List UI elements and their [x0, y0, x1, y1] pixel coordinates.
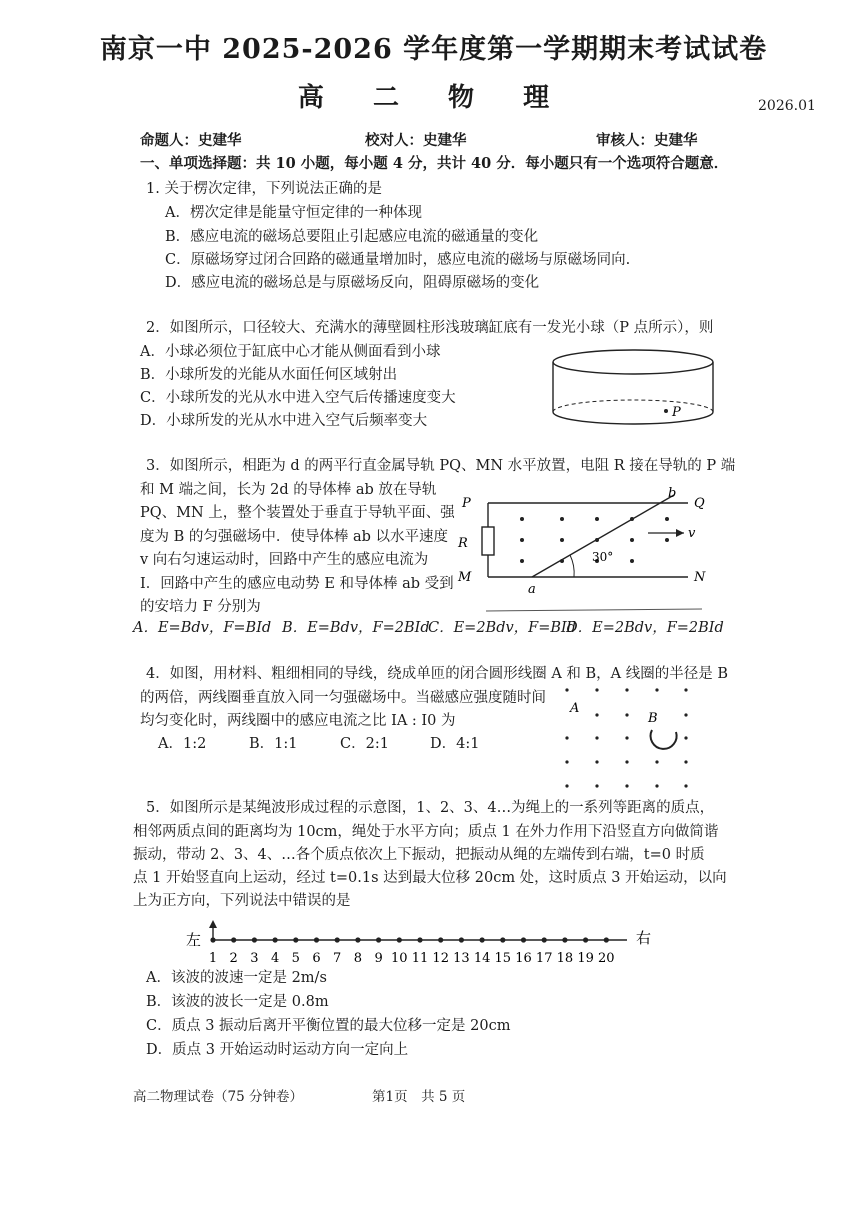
- q4-option-c: C．2:1: [340, 736, 389, 752]
- rope-particle: [376, 937, 381, 942]
- rope-particle-number: 20: [598, 951, 615, 966]
- rope-right-label: 右: [636, 929, 652, 947]
- rope-particle-number: 4: [270, 951, 280, 966]
- q4-option-b: B．1:1: [249, 736, 298, 752]
- label-n: N: [694, 570, 706, 585]
- rope-particle: [459, 937, 464, 942]
- q2-option-c: C．小球所发的光从水中进入空气后传播速度变大: [140, 390, 456, 406]
- label-p: P: [462, 496, 471, 511]
- rope-wave-figure: [180, 920, 660, 968]
- rope-particle: [604, 937, 609, 942]
- footer-exam-name: 高二物理试卷（75 分钟卷）: [133, 1089, 303, 1105]
- q5-line-5: 上为正方向，下列说法中错误的是: [133, 893, 351, 909]
- q3-line-6: I．回路中产生的感应电动势 E 和导体棒 ab 受到: [140, 576, 454, 592]
- q3-line-3: PQ、MN 上，整个装置处于垂直于导轨平面、强: [140, 505, 455, 521]
- rope-particle: [355, 937, 360, 942]
- q5-line-1: 5．如图所示是某绳波形成过程的示意图，1、2、3、4…为绳上的一系列等距离的质点，: [146, 800, 715, 816]
- coils-figure: [552, 680, 702, 798]
- rope-particle-number: 15: [494, 951, 512, 966]
- rope-particle-number: 12: [432, 951, 449, 966]
- q3-option-c: C．E=2Bdv，F=BId: [428, 620, 577, 636]
- q1-option-a: A．楞次定律是能量守恒定律的一种体现: [165, 205, 422, 221]
- q3-option-a: A．E=Bdv，F=BId: [133, 620, 272, 636]
- q4-line-2: 的两倍，两线圈垂直放入同一匀强磁场中。当磁感应强度随时间: [140, 690, 546, 706]
- exam-title: 南京一中 2025-2026 学年度第一学期期末考试试卷: [99, 34, 768, 65]
- rope-particle-number: 10: [391, 951, 408, 966]
- rope-particle: [252, 937, 257, 942]
- coil-a-label: A: [570, 701, 580, 716]
- subject-title: 高 二 物 理: [297, 83, 570, 113]
- q3-line-4: 度为 B 的匀强磁场中．使导体棒 ab 以水平速度: [140, 529, 449, 545]
- q2-option-d: D．小球所发的光从水中进入空气后频率变大: [140, 413, 428, 429]
- point-p-label: P: [672, 405, 681, 420]
- glass-cylinder-figure: [548, 346, 718, 436]
- rope-particle-number: 1: [208, 951, 218, 966]
- q2-option-b: B．小球所发的光能从水面任何区域射出: [140, 367, 398, 383]
- rope-particle-number: 6: [312, 951, 321, 966]
- q5-option-a: A．该波的波速一定是 2m/s: [146, 970, 327, 986]
- q5-option-d: D．质点 3 开始运动时运动方向一定向上: [146, 1042, 409, 1058]
- q5-option-b: B．该波的波长一定是 0.8m: [146, 994, 329, 1010]
- rope-particle-number: 19: [577, 951, 594, 966]
- rope-particle: [438, 937, 443, 942]
- q5-line-3: 振动，带动 2、3、4、…各个质点依次上下振动，把振动从绳的左端传到右端，t=0 时质: [133, 847, 705, 863]
- q4-line-3: 均匀变化时，两线圈中的感应电流之比 IA : I0 为: [140, 713, 456, 729]
- rope-particle: [542, 937, 547, 942]
- rope-particle: [500, 937, 505, 942]
- rope-particle: [335, 937, 340, 942]
- rope-particle-number: 9: [374, 951, 383, 966]
- q1-option-c: C．原磁场穿过闭合回路的磁通量增加时，感应电流的磁场与原磁场同向.: [165, 252, 631, 268]
- rope-particle-number: 11: [411, 951, 429, 966]
- q5-line-4: 点 1 开始竖直向上运动，经过 t=0.1s 达到最大位移 20cm 处，这时质点 3 开始运动，以向: [133, 870, 727, 886]
- q4-option-a: A．1:2: [158, 736, 207, 752]
- rope-particle-number: 17: [535, 951, 553, 966]
- rope-particle-number: 7: [333, 951, 342, 966]
- rope-particle: [293, 937, 298, 942]
- q3-option-d: D．E=2Bdv，F=2BId: [566, 620, 724, 636]
- label-q: Q: [694, 496, 705, 511]
- rope-particle-number: 3: [250, 951, 259, 966]
- exam-date: 2026.01: [758, 98, 816, 114]
- label-b: b: [668, 486, 677, 501]
- q3-line-2: 和 M 端之间，长为 2d 的导体棒 ab 放在导轨: [140, 482, 437, 498]
- label-a: a: [528, 582, 536, 597]
- rail-circuit-figure: [452, 485, 712, 617]
- q1-stem: 1. 关于楞次定律，下列说法正确的是: [146, 181, 382, 197]
- q1-option-d: D．感应电流的磁场总是与原磁场反向，阻碍原磁场的变化: [165, 275, 540, 291]
- footer-page-number: 第1页 共 5 页: [372, 1089, 466, 1105]
- rope-particle-number: 16: [515, 951, 532, 966]
- rope-particle: [562, 937, 567, 942]
- rope-particle: [397, 937, 402, 942]
- rope-particle-number: 13: [453, 951, 470, 966]
- q1-option-b: B．感应电流的磁场总要阻止引起感应电流的磁通量的变化: [165, 229, 539, 245]
- q4-line-1: 4．如图，用材料、粗细相同的导线，绕成单匝的闭合圆形线圈 A 和 B，A 线圈的半径是 B: [146, 666, 729, 682]
- q3-line-7: 的安培力 F 分别为: [140, 599, 261, 615]
- rope-left-label: 左: [186, 931, 202, 949]
- q3-line-5: v 向右匀速运动时，回路中产生的感应电流为: [140, 552, 429, 568]
- author: 命题人：史建华: [140, 132, 242, 149]
- q2-option-a: A．小球必须位于缸底中心才能从侧面看到小球: [140, 344, 441, 360]
- label-angle: 30°: [592, 550, 614, 564]
- section-heading: 一、单项选择题：共 10 小题，每小题 4 分，共计 40 分．每小题只有一个选项符合题意．: [140, 155, 729, 172]
- rope-particle: [583, 937, 588, 942]
- rope-particle: [521, 937, 526, 942]
- rope-particle-number: 8: [353, 951, 363, 966]
- proofreader: 校对人：史建华: [365, 132, 467, 149]
- q3-option-b: B．E=Bdv，F=2BId: [282, 620, 430, 636]
- rope-particle: [273, 937, 278, 942]
- rope-particle: [480, 937, 485, 942]
- rope-particle: [210, 937, 215, 942]
- label-v: v: [688, 526, 696, 541]
- rope-particle: [231, 937, 236, 942]
- label-r: R: [458, 536, 468, 551]
- rope-particle: [417, 937, 422, 942]
- q5-line-2: 相邻两质点间的距离均为 10cm，绳处于水平方向；质点 1 在外力作用下沿竖直方向做简谐: [133, 824, 719, 840]
- rope-particle-number: 2: [229, 951, 238, 966]
- coil-b-label: B: [648, 711, 658, 726]
- rope-particle-number: 18: [556, 951, 574, 966]
- q3-line-1: 3．如图所示，相距为 d 的两平行直金属导轨 PQ、MN 水平放置，电阻 R 接在导轨的 P 端: [146, 458, 736, 474]
- rope-particle: [314, 937, 319, 942]
- q4-option-d: D．4:1: [430, 736, 480, 752]
- q5-option-c: C．质点 3 振动后离开平衡位置的最大位移一定是 20cm: [146, 1018, 511, 1034]
- q2-stem: 2．如图所示，口径较大、充满水的薄壁圆柱形浅玻璃缸底有一发光小球（P 点所示），则: [146, 320, 714, 336]
- reviewer: 审核人：史建华: [596, 132, 698, 149]
- label-m: M: [458, 570, 472, 585]
- rope-particle-number: 14: [473, 951, 491, 966]
- rope-particle-number: 5: [291, 951, 300, 966]
